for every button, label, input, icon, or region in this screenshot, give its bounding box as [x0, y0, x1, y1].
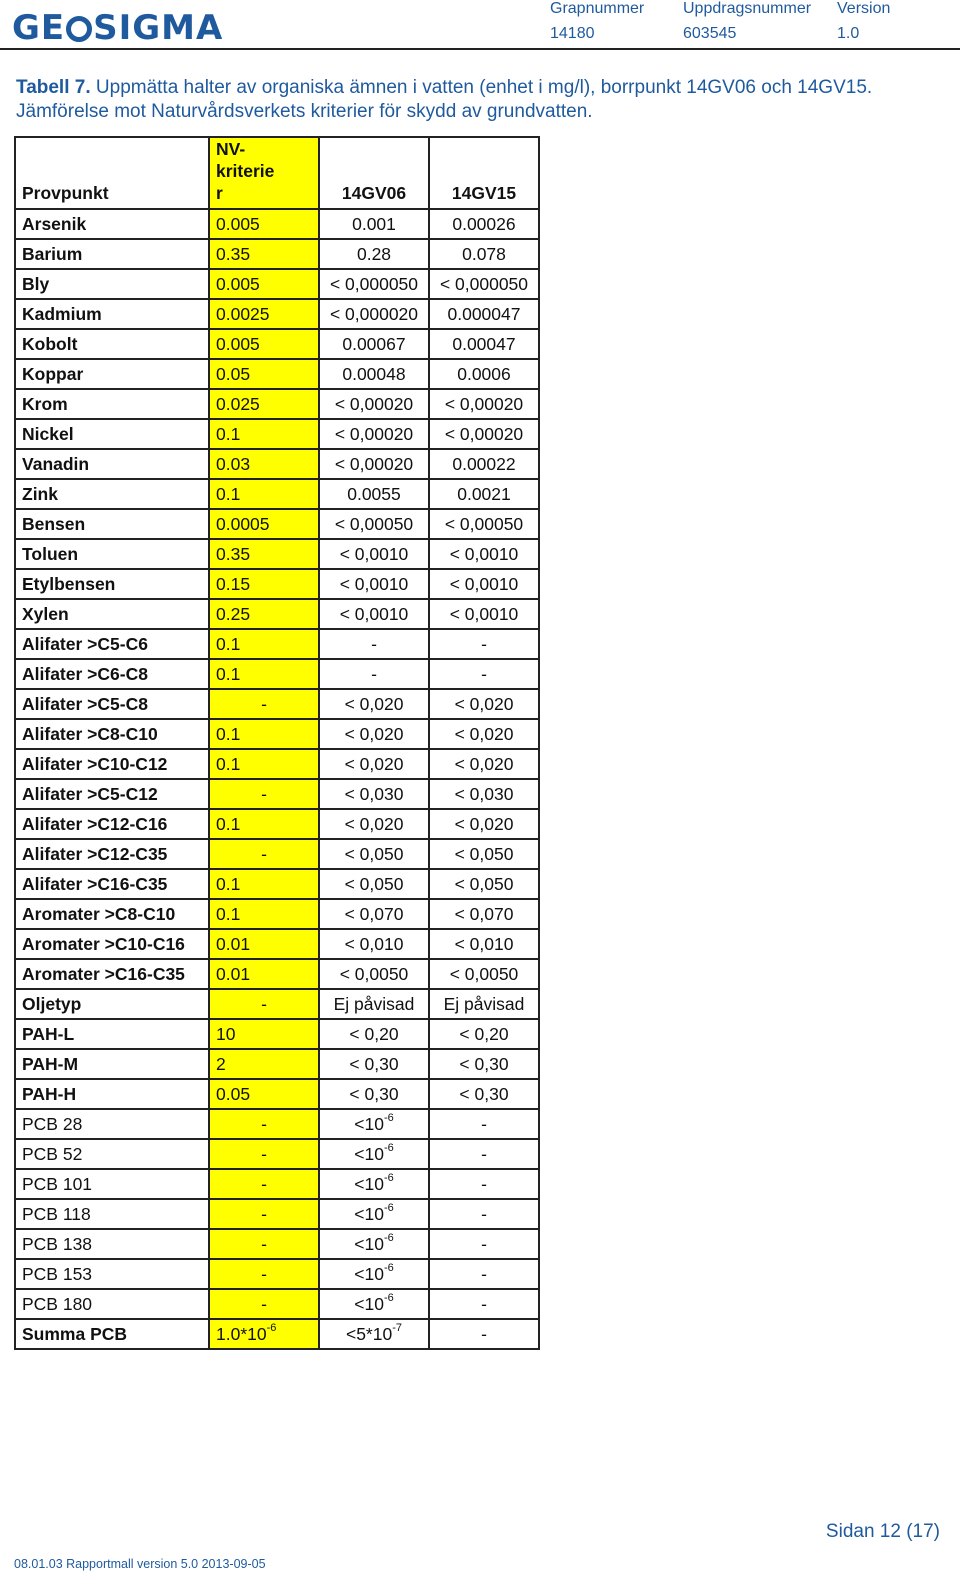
nv-criterion-value: 0.005 — [209, 269, 319, 299]
value-14gv15: < 0,0010 — [429, 599, 539, 629]
value-14gv06: $<10^{-6}$ — [319, 1169, 429, 1199]
value-14gv15: < 0,000050 — [429, 269, 539, 299]
table-row — [15, 479, 539, 509]
substance-name: Arsenik — [15, 209, 209, 239]
nv-criterion-value: 2 — [209, 1049, 319, 1079]
nv-criterion-value: 0.1 — [209, 719, 319, 749]
substance-name: Alifater >C16-C35 — [15, 869, 209, 899]
value-14gv15: - — [429, 1319, 539, 1349]
substance-name: Alifater >C5-C6 — [15, 629, 209, 659]
value-14gv15: < 0,00050 — [429, 509, 539, 539]
substance-name: PCB 180 — [15, 1289, 209, 1319]
substance-name: Koppar — [15, 359, 209, 389]
nv-criterion-value: 0.01 — [209, 929, 319, 959]
table-row — [15, 329, 539, 359]
value-14gv15: - — [429, 629, 539, 659]
nv-criterion-value: - — [209, 1169, 319, 1199]
nv-criterion-value: 0.1 — [209, 809, 319, 839]
table-row — [15, 929, 539, 959]
substance-name: Toluen — [15, 539, 209, 569]
substance-name: Krom — [15, 389, 209, 419]
nv-criterion-value: 0.1 — [209, 869, 319, 899]
substance-name: Bensen — [15, 509, 209, 539]
table-row — [15, 1289, 539, 1319]
value-14gv06: < 0,020 — [319, 719, 429, 749]
value-14gv15: - — [429, 1139, 539, 1169]
table-row — [15, 269, 539, 299]
substance-name: PCB 138 — [15, 1229, 209, 1259]
value-14gv06: < 0,0010 — [319, 539, 429, 569]
table-row — [15, 1079, 539, 1109]
substance-name: Aromater >C16-C35 — [15, 959, 209, 989]
value-14gv15: 0.000047 — [429, 299, 539, 329]
table-row — [15, 899, 539, 929]
table-row — [15, 509, 539, 539]
value-14gv06: Ej påvisad — [319, 989, 429, 1019]
value-14gv06: 0.001 — [319, 209, 429, 239]
table-header-row — [15, 137, 539, 209]
value-14gv15: < 0,050 — [429, 839, 539, 869]
table-row — [15, 449, 539, 479]
nv-criterion-value: - — [209, 1229, 319, 1259]
nv-criterion-value: - — [209, 689, 319, 719]
table-row — [15, 659, 539, 689]
value-14gv15: Ej påvisad — [429, 989, 539, 1019]
nv-criterion-value: 0.35 — [209, 239, 319, 269]
value-14gv06: $<10^{-6}$ — [319, 1259, 429, 1289]
nv-criterion-value: 0.005 — [209, 329, 319, 359]
value-14gv06: < 0,00050 — [319, 509, 429, 539]
value-14gv15: < 0,00020 — [429, 419, 539, 449]
substance-name: Barium — [15, 239, 209, 269]
value-14gv15: < 0,0010 — [429, 539, 539, 569]
value-14gv15: 0.00022 — [429, 449, 539, 479]
value-14gv15: < 0,020 — [429, 689, 539, 719]
value-14gv06: < 0,030 — [319, 779, 429, 809]
table-row — [15, 989, 539, 1019]
substance-name: Xylen — [15, 599, 209, 629]
value-14gv15: - — [429, 1109, 539, 1139]
nv-criterion-value: - — [209, 1259, 319, 1289]
value-14gv06: < 0,070 — [319, 899, 429, 929]
table-row — [15, 839, 539, 869]
table-row — [15, 599, 539, 629]
uppdragsnummer-value: 603545 — [683, 25, 737, 42]
value-14gv06: $<5*10^{-7}$ — [319, 1319, 429, 1349]
header-14gv06: 14GV06 — [319, 137, 429, 209]
value-14gv15: < 0,30 — [429, 1049, 539, 1079]
nv-criterion-value: 0.1 — [209, 899, 319, 929]
substance-name: Alifater >C10-C12 — [15, 749, 209, 779]
value-14gv06: < 0,0010 — [319, 569, 429, 599]
value-14gv06: 0.00067 — [319, 329, 429, 359]
table-row — [15, 1019, 539, 1049]
table-row — [15, 1199, 539, 1229]
value-14gv15: < 0,070 — [429, 899, 539, 929]
substance-name: Zink — [15, 479, 209, 509]
substance-name: PAH-M — [15, 1049, 209, 1079]
logo-text-part2: SIGMA — [93, 8, 224, 48]
results-table — [14, 136, 540, 1350]
table-row — [15, 239, 539, 269]
header-provpunkt: Provpunkt — [15, 137, 209, 209]
nv-criterion-value: - — [209, 1109, 319, 1139]
table-row — [15, 779, 539, 809]
table-row — [15, 1229, 539, 1259]
table-row — [15, 359, 539, 389]
value-14gv06: $<10^{-6}$ — [319, 1139, 429, 1169]
substance-name: PCB 118 — [15, 1199, 209, 1229]
header-14gv15: 14GV15 — [429, 137, 539, 209]
table-row — [15, 1109, 539, 1139]
value-14gv15: 0.0021 — [429, 479, 539, 509]
value-14gv06: - — [319, 659, 429, 689]
table-row — [15, 809, 539, 839]
nv-criterion-value: 0.005 — [209, 209, 319, 239]
value-14gv15: < 0,00020 — [429, 389, 539, 419]
nv-criterion-value: - — [209, 1199, 319, 1229]
substance-name: Aromater >C8-C10 — [15, 899, 209, 929]
table-row — [15, 719, 539, 749]
value-14gv15: < 0,020 — [429, 809, 539, 839]
value-14gv15: 0.00026 — [429, 209, 539, 239]
value-14gv15: < 0,020 — [429, 719, 539, 749]
substance-name: PCB 101 — [15, 1169, 209, 1199]
table-row — [15, 629, 539, 659]
value-14gv15: < 0,0010 — [429, 569, 539, 599]
logo-text-part1: GE — [12, 8, 66, 48]
value-14gv06: < 0,020 — [319, 809, 429, 839]
nv-criterion-value: 0.0025 — [209, 299, 319, 329]
nv-criterion-value: 0.1 — [209, 659, 319, 689]
value-14gv15: < 0,030 — [429, 779, 539, 809]
caption-label: Tabell 7. — [16, 77, 91, 98]
value-14gv06: < 0,0050 — [319, 959, 429, 989]
value-14gv06: 0.0055 — [319, 479, 429, 509]
substance-name: Alifater >C12-C16 — [15, 809, 209, 839]
header-divider — [0, 48, 960, 50]
value-14gv06: < 0,000020 — [319, 299, 429, 329]
value-14gv06: < 0,0010 — [319, 599, 429, 629]
value-14gv15: 0.00047 — [429, 329, 539, 359]
value-14gv06: < 0,010 — [319, 929, 429, 959]
caption-text: Uppmätta halter av organiska ämnen i vatten (enhet i mg/l), borrpunkt 14GV06 och 14GV15. Jämförelse mot Naturvårdsverkets kriterier för skydd av grundvatten. — [16, 77, 873, 122]
table-row — [15, 569, 539, 599]
uppdragsnummer-label: Uppdragsnummer — [683, 0, 812, 17]
nv-criterion-value: 0.1 — [209, 479, 319, 509]
nv-criterion-value: 0.1 — [209, 629, 319, 659]
table-row — [15, 749, 539, 779]
value-14gv15: - — [429, 1259, 539, 1289]
header-nv-kriterier: NV-kriterier — [209, 137, 319, 209]
template-version: 08.01.03 Rapportmall version 5.0 2013-09-05 — [14, 1557, 266, 1571]
table-row — [15, 1319, 539, 1349]
substance-name: PAH-H — [15, 1079, 209, 1109]
table-row — [15, 1049, 539, 1079]
value-14gv15: < 0,010 — [429, 929, 539, 959]
substance-name: Alifater >C12-C35 — [15, 839, 209, 869]
value-14gv06: < 0,30 — [319, 1049, 429, 1079]
value-14gv15: - — [429, 1199, 539, 1229]
page-number: Sidan 12 (17) — [825, 1521, 940, 1542]
grapnummer-label: Grapnummer — [550, 0, 645, 17]
value-14gv06: < 0,20 — [319, 1019, 429, 1049]
nv-criterion-value: 0.05 — [209, 359, 319, 389]
value-14gv06: < 0,00020 — [319, 419, 429, 449]
value-14gv15: - — [429, 1289, 539, 1319]
value-14gv15: < 0,20 — [429, 1019, 539, 1049]
substance-name: Oljetyp — [15, 989, 209, 1019]
nv-criterion-value: 0.35 — [209, 539, 319, 569]
substance-name: PCB 52 — [15, 1139, 209, 1169]
table-row — [15, 959, 539, 989]
nv-criterion-value: $1.0*10^{-6}$ — [209, 1319, 319, 1349]
value-14gv06: $<10^{-6}$ — [319, 1199, 429, 1229]
table-row — [15, 419, 539, 449]
substance-name: Alifater >C8-C10 — [15, 719, 209, 749]
value-14gv06: < 0,00020 — [319, 389, 429, 419]
substance-name: Summa PCB — [15, 1319, 209, 1349]
table-row — [15, 869, 539, 899]
value-14gv06: $<10^{-6}$ — [319, 1109, 429, 1139]
table-row — [15, 1169, 539, 1199]
nv-criterion-value: - — [209, 839, 319, 869]
table-row — [15, 209, 539, 239]
substance-name: Vanadin — [15, 449, 209, 479]
table-row — [15, 1259, 539, 1289]
nv-criterion-value: - — [209, 1139, 319, 1169]
substance-name: PCB 28 — [15, 1109, 209, 1139]
nv-criterion-value: 0.1 — [209, 749, 319, 779]
table-caption — [16, 76, 946, 124]
value-14gv15: < 0,30 — [429, 1079, 539, 1109]
substance-name: Aromater >C10-C16 — [15, 929, 209, 959]
value-14gv06: < 0,020 — [319, 689, 429, 719]
table-row — [15, 299, 539, 329]
value-14gv06: < 0,30 — [319, 1079, 429, 1109]
nv-criterion-value: 0.25 — [209, 599, 319, 629]
value-14gv15: < 0,050 — [429, 869, 539, 899]
substance-name: Nickel — [15, 419, 209, 449]
version-label: Version — [837, 0, 891, 17]
substance-name: PCB 153 — [15, 1259, 209, 1289]
value-14gv06: $<10^{-6}$ — [319, 1229, 429, 1259]
value-14gv06: < 0,00020 — [319, 449, 429, 479]
substance-name: Kobolt — [15, 329, 209, 359]
nv-criterion-value: 0.15 — [209, 569, 319, 599]
value-14gv06: 0.28 — [319, 239, 429, 269]
value-14gv15: - — [429, 1169, 539, 1199]
value-14gv15: 0.078 — [429, 239, 539, 269]
nv-criterion-value: - — [209, 779, 319, 809]
substance-name: Alifater >C5-C8 — [15, 689, 209, 719]
nv-criterion-value: 10 — [209, 1019, 319, 1049]
substance-name: Kadmium — [15, 299, 209, 329]
value-14gv06: < 0,020 — [319, 749, 429, 779]
nv-criterion-value: 0.05 — [209, 1079, 319, 1109]
nv-criterion-value: 0.1 — [209, 419, 319, 449]
substance-name: PAH-L — [15, 1019, 209, 1049]
logo-o-icon — [66, 16, 92, 42]
value-14gv06: < 0,050 — [319, 869, 429, 899]
table-row — [15, 539, 539, 569]
nv-criterion-value: - — [209, 989, 319, 1019]
substance-name: Alifater >C5-C12 — [15, 779, 209, 809]
substance-name: Bly — [15, 269, 209, 299]
value-14gv06: < 0,000050 — [319, 269, 429, 299]
value-14gv06: $<10^{-6}$ — [319, 1289, 429, 1319]
value-14gv15: 0.0006 — [429, 359, 539, 389]
value-14gv06: - — [319, 629, 429, 659]
substance-name: Etylbensen — [15, 569, 209, 599]
grapnummer-value: 14180 — [550, 25, 595, 42]
geosigma-logo — [12, 8, 223, 48]
value-14gv15: < 0,0050 — [429, 959, 539, 989]
value-14gv15: < 0,020 — [429, 749, 539, 779]
value-14gv06: 0.00048 — [319, 359, 429, 389]
value-14gv15: - — [429, 1229, 539, 1259]
table-row — [15, 389, 539, 419]
nv-criterion-value: 0.03 — [209, 449, 319, 479]
nv-criterion-value: 0.025 — [209, 389, 319, 419]
table-row — [15, 689, 539, 719]
value-14gv06: < 0,050 — [319, 839, 429, 869]
table-row — [15, 1139, 539, 1169]
value-14gv15: - — [429, 659, 539, 689]
nv-criterion-value: 0.0005 — [209, 509, 319, 539]
substance-name: Alifater >C6-C8 — [15, 659, 209, 689]
version-value: 1.0 — [837, 25, 860, 42]
nv-criterion-value: - — [209, 1289, 319, 1319]
nv-criterion-value: 0.01 — [209, 959, 319, 989]
